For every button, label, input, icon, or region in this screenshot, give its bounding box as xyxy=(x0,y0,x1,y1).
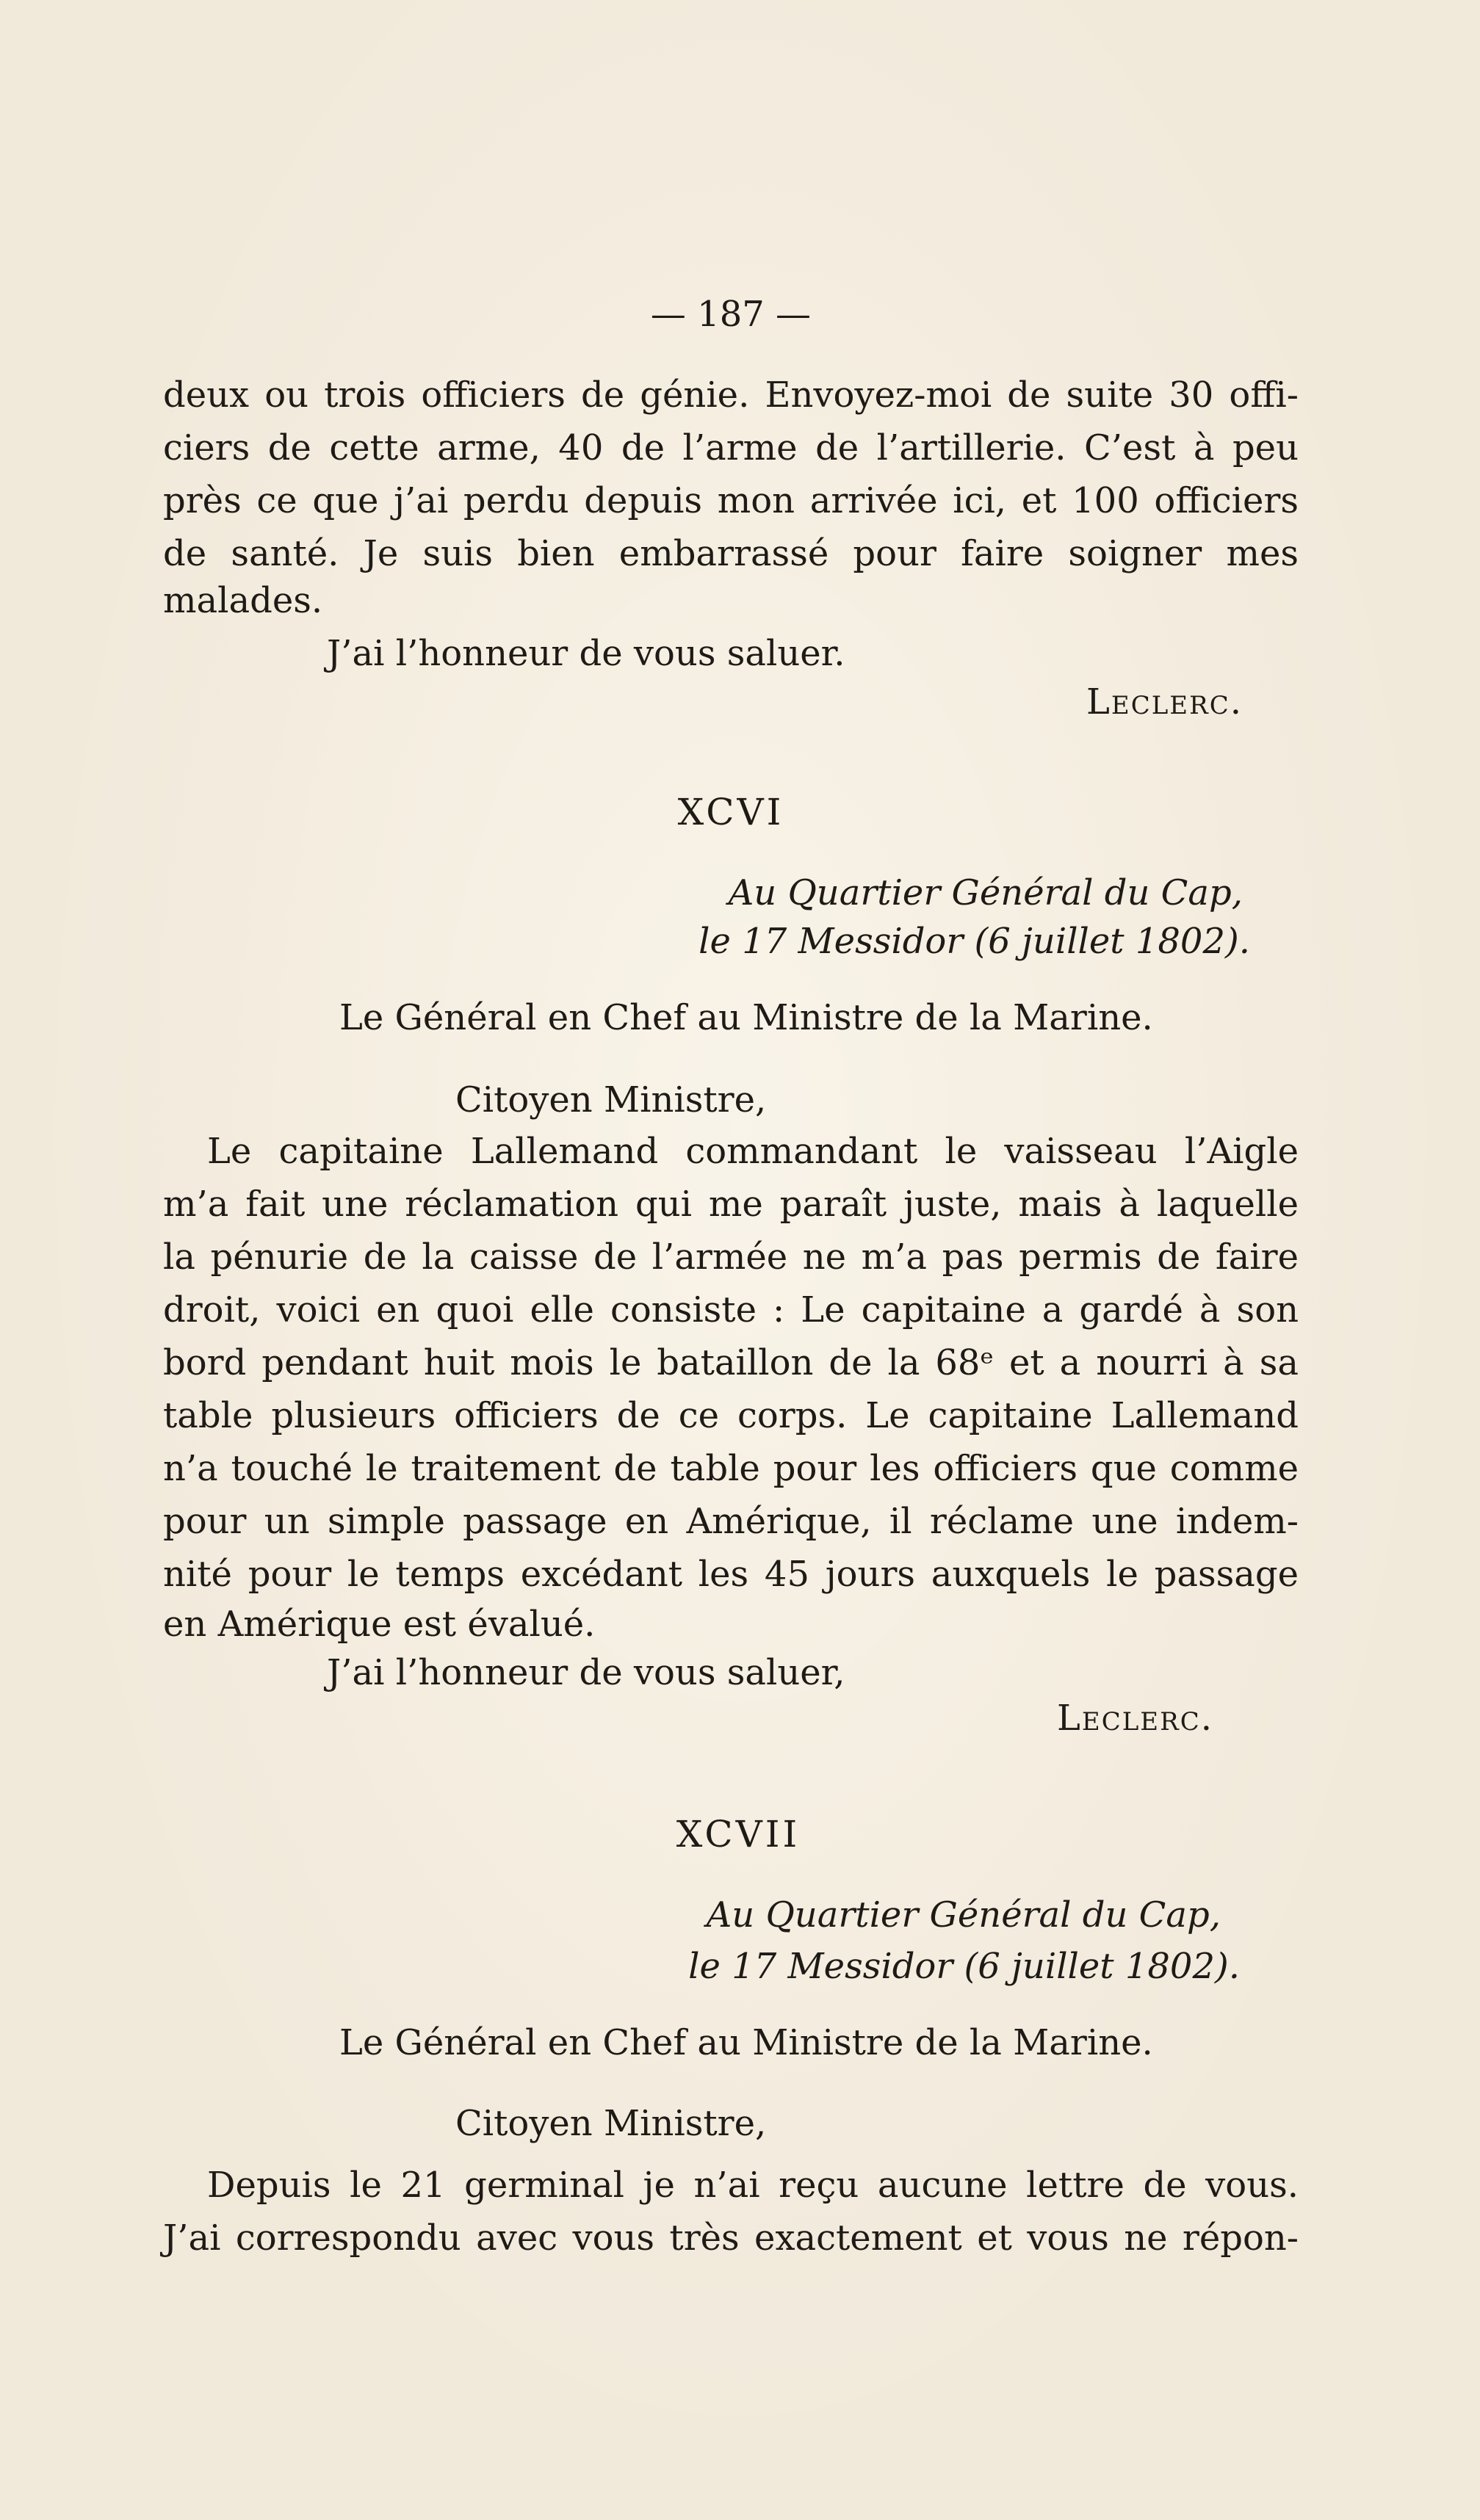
text-line: bord pendant huit mois le bataillon de la 68ᵉ et a nourri à sa xyxy=(163,1342,1299,1383)
letter-header: Le Général en Chef au Ministre de la Marine. xyxy=(339,997,1153,1038)
letter-date: le 17 Messidor (6 juillet 1802). xyxy=(688,1946,1240,1987)
page-number: — 187 — xyxy=(650,294,812,335)
text-line: ciers de cette arme, 40 de l’arme de l’artillerie. C’est à peu xyxy=(163,427,1299,468)
text-line: pour un simple passage en Amérique, il réclame une indem- xyxy=(163,1501,1299,1542)
text-line: de santé. Je suis bien embarrassé pour faire soigner mes xyxy=(163,533,1299,574)
letter-number: XCVII xyxy=(676,1813,801,1855)
text-line: deux ou trois officiers de génie. Envoyez-moi de suite 30 offi- xyxy=(163,374,1299,416)
text-line: droit, voici en quoi elle consiste : Le capitaine a gardé à son xyxy=(163,1289,1299,1330)
text-line: m’a fait une réclamation qui me paraît juste, mais à laquelle xyxy=(163,1184,1299,1225)
text-line: Le capitaine Lallemand commandant le vaisseau l’Aigle xyxy=(207,1131,1299,1172)
letter-place: Au Quartier Général du Cap, xyxy=(706,1894,1221,1936)
text-line: table plusieurs officiers de ce corps. Le capitaine Lallemand xyxy=(163,1395,1299,1436)
text-line: près ce que j’ai perdu depuis mon arrivée ici, et 100 officiers xyxy=(163,480,1299,521)
salutation: Citoyen Ministre, xyxy=(455,1079,767,1120)
salutation: Citoyen Ministre, xyxy=(455,2103,767,2144)
signature: Leclerc. xyxy=(1086,681,1243,723)
closing-formula: J’ai l’honneur de vous saluer. xyxy=(327,633,845,674)
text-line: nité pour le temps excédant les 45 jours auxquels le passage xyxy=(163,1554,1299,1595)
closing-formula: J’ai l’honneur de vous saluer, xyxy=(327,1652,845,1693)
signature: Leclerc. xyxy=(1057,1698,1213,1739)
text-line: en Amérique est évalué. xyxy=(163,1604,596,1645)
text-line: J’ai correspondu avec vous très exactement et vous ne répon- xyxy=(163,2217,1299,2259)
text-line: n’a touché le traitement de table pour les officiers que comme xyxy=(163,1448,1299,1489)
text-line: Depuis le 21 germinal je n’ai reçu aucune lettre de vous. xyxy=(207,2165,1299,2206)
letter-number: XCVI xyxy=(677,791,784,833)
letter-place: Au Quartier Général du Cap, xyxy=(728,872,1243,913)
letter-date: le 17 Messidor (6 juillet 1802). xyxy=(699,921,1250,962)
text-line: malades. xyxy=(163,580,323,621)
text-line: la pénurie de la caisse de l’armée ne m’a pas permis de faire xyxy=(163,1237,1299,1278)
letter-header: Le Général en Chef au Ministre de la Marine. xyxy=(339,2022,1153,2063)
